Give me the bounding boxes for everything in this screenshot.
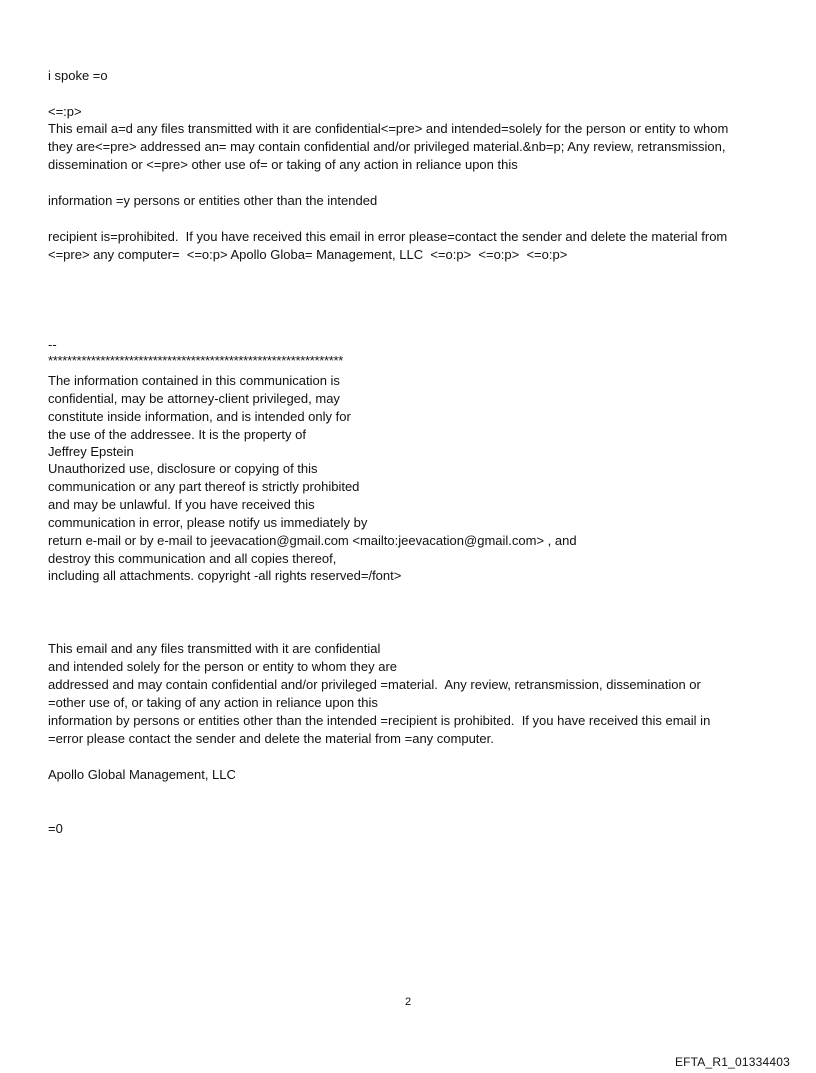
confidentiality-line: information by persons or entities other than the intended =recipient is prohibited. If you have received this email in <box>48 713 711 728</box>
disclaimer-line: return e-mail or by e-mail to jeevacation@gmail.com <mailto:jeevacation@gmail.com> , and <box>48 533 577 548</box>
text-line: <=pre> any computer= <=o:p> Apollo Globa= Management, LLC <=o:p> <=o:p> <=o:p> <box>48 247 568 262</box>
text-line: This email a=d any files transmitted with it are confidential<=pre> and intended=solely for the person or entity to whom <box>48 121 729 136</box>
disclaimer-line: constitute inside information, and is intended only for <box>48 409 351 424</box>
disclaimer-line: the use of the addressee. It is the property of <box>48 427 306 442</box>
confidentiality-line: addressed and may contain confidential and/or privileged =material. Any review, retransmission, dissemination or <box>48 677 701 692</box>
confidentiality-line: and intended solely for the person or entity to whom they are <box>48 659 398 674</box>
disclaimer-line: The information contained in this communication is <box>48 373 340 388</box>
page-number: 2 <box>404 996 412 1008</box>
confidentiality-line: =other use of, or taking of any action in reliance upon this <box>48 695 378 710</box>
text-line: recipient is=prohibited. If you have received this email in error please=contact the sender and delete the material from <box>48 229 728 244</box>
text-line: they are<=pre> addressed an= may contain confidential and/or privileged material.&nb=p; Any review, retransmission, <box>48 139 726 154</box>
disclaimer-line: communication in error, please notify us immediately by <box>48 515 368 530</box>
signature-separator: -- <box>48 337 57 352</box>
text-line: <=:p> <box>48 104 82 119</box>
bates-number: EFTA_R1_01334403 <box>674 1055 790 1069</box>
text-line: i spoke =o <box>48 68 108 83</box>
disclaimer-line: including all attachments. copyright -all rights reserved=/font> <box>48 568 402 583</box>
text-line: dissemination or <=pre> other use of= or taking of any action in reliance upon this <box>48 157 518 172</box>
disclaimer-line: destroy this communication and all copies thereof, <box>48 551 337 566</box>
disclaimer-line: Unauthorized use, disclosure or copying of this <box>48 461 318 476</box>
disclaimer-line: Jeffrey Epstein <box>48 444 134 459</box>
confidentiality-line: This email and any files transmitted with it are confidential <box>48 641 381 656</box>
disclaimer-line: confidential, may be attorney-client privileged, may <box>48 391 340 406</box>
confidentiality-line: =error please contact the sender and delete the material from =any computer. <box>48 731 494 746</box>
disclaimer-line: communication or any part thereof is strictly prohibited <box>48 479 360 494</box>
company-name: Apollo Global Management, LLC <box>48 767 236 782</box>
text-line: =0 <box>48 821 63 836</box>
asterisk-divider: ************************************************************** <box>48 353 344 368</box>
disclaimer-line: and may be unlawful. If you have received this <box>48 497 315 512</box>
text-line: information =y persons or entities other than the intended <box>48 193 378 208</box>
